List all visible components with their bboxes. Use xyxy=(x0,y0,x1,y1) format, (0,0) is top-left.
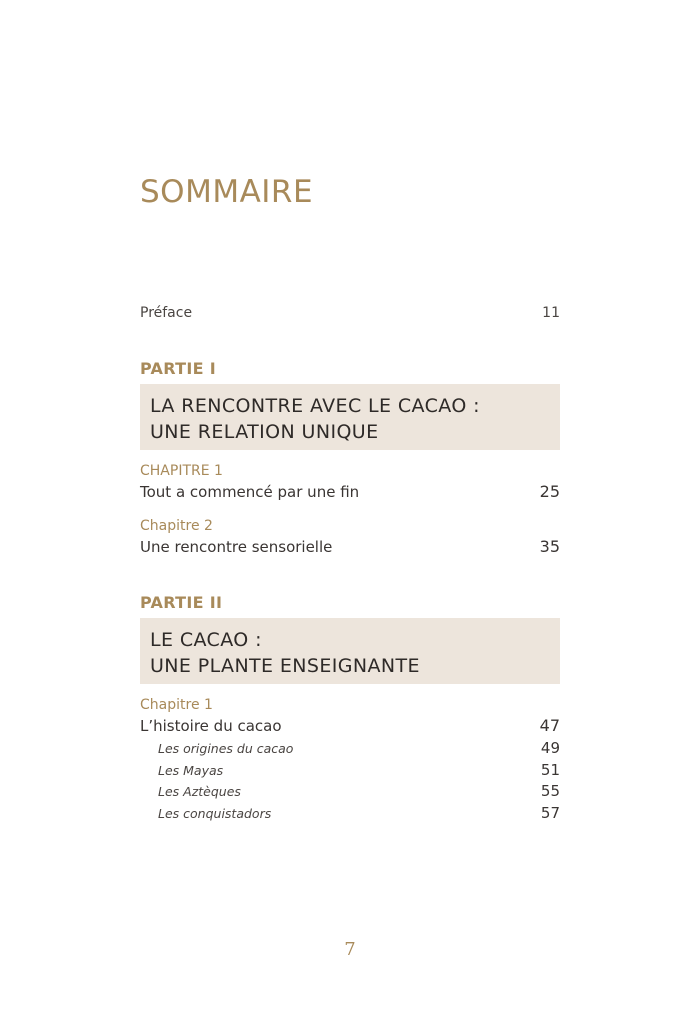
part-title-line: UNE RELATION UNIQUE xyxy=(150,421,379,443)
chapter-title: Tout a commencé par une fin xyxy=(140,483,360,501)
toc-entry-section[interactable] xyxy=(158,738,560,759)
toc-page-number: 25 xyxy=(539,482,560,501)
section-title: Les conquistadors xyxy=(158,806,272,821)
page-number: 7 xyxy=(344,939,356,960)
toc-entry-chapter[interactable] xyxy=(140,715,560,737)
chapter-title: Une rencontre sensorielle xyxy=(140,538,333,556)
toc-entry-chapter[interactable] xyxy=(140,536,560,558)
part-title-line: LE CACAO : xyxy=(150,629,262,651)
toc-entry-chapter[interactable] xyxy=(140,481,560,503)
section-title: Les Mayas xyxy=(158,763,224,778)
part-label: PARTIE I xyxy=(140,359,216,378)
toc-page-number: 51 xyxy=(540,761,560,779)
chapter-label: Chapitre 2 xyxy=(140,518,213,534)
toc-page-number: 55 xyxy=(540,782,560,800)
section-title: Les origines du cacao xyxy=(158,741,294,756)
page-title: SOMMAIRE xyxy=(140,174,314,210)
toc-page-number: 47 xyxy=(539,716,560,735)
toc-page-number: 35 xyxy=(539,537,560,556)
chapter-label: CHAPITRE 1 xyxy=(140,463,223,479)
toc-entry-section[interactable] xyxy=(158,781,560,802)
part-title-line: LA RENCONTRE AVEC LE CACAO : xyxy=(150,395,480,417)
toc-entry-label: Préface xyxy=(140,305,193,321)
chapter-label: Chapitre 1 xyxy=(140,697,213,713)
part-label: PARTIE II xyxy=(140,593,223,612)
toc-page-number: 11 xyxy=(542,305,560,321)
toc-entry-section[interactable] xyxy=(158,803,560,824)
part-title-box xyxy=(140,618,560,684)
part-title-box xyxy=(140,384,560,450)
part-title-line: UNE PLANTE ENSEIGNANTE xyxy=(150,655,420,677)
toc-entry-section[interactable] xyxy=(158,760,560,781)
toc-entry-preface[interactable] xyxy=(140,302,560,324)
section-title: Les Aztèques xyxy=(158,784,241,799)
toc-page-number: 57 xyxy=(540,804,560,822)
chapter-title: L’histoire du cacao xyxy=(140,717,282,735)
toc-page-number: 49 xyxy=(540,739,560,757)
